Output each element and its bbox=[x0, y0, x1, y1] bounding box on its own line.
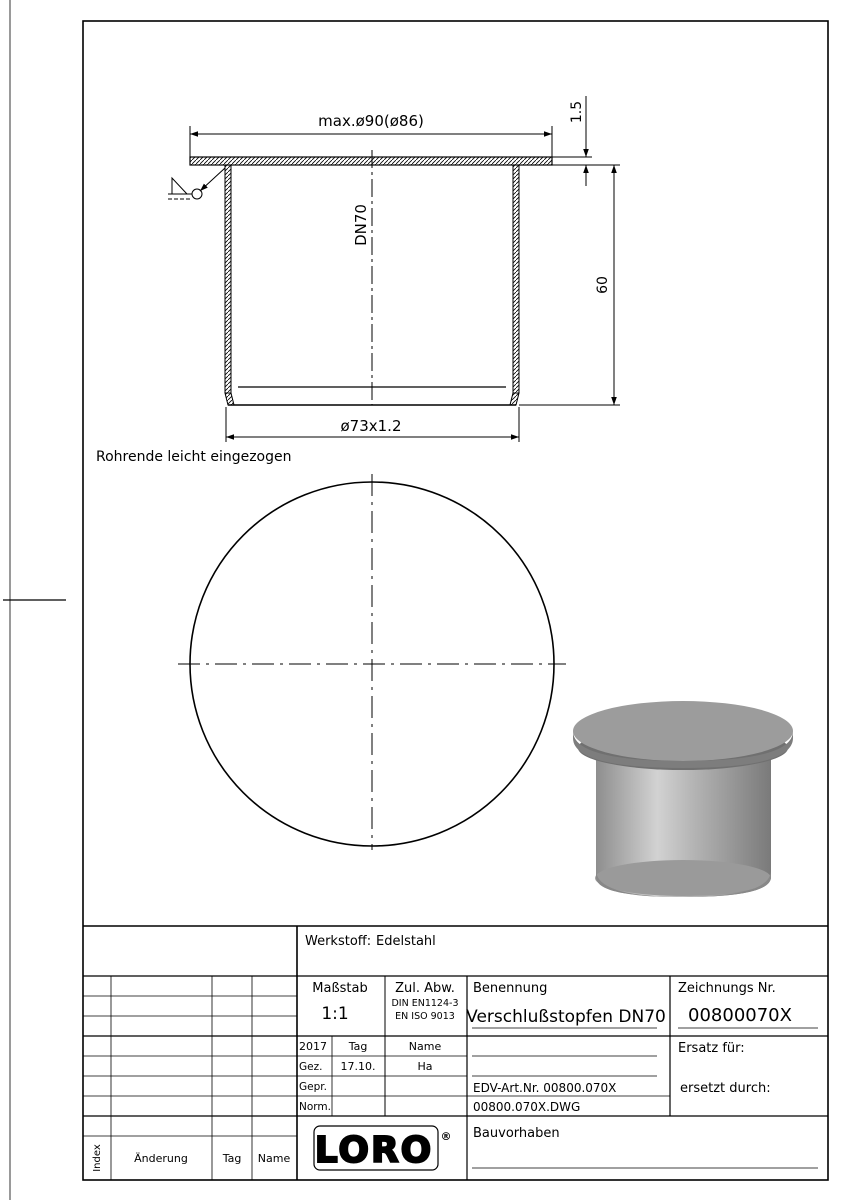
project-label: Bauvorhaben bbox=[473, 1126, 560, 1141]
drawn-date: 17.10. bbox=[340, 1060, 376, 1073]
rev-day: Tag bbox=[222, 1152, 242, 1165]
right-end bbox=[510, 393, 519, 405]
col-day: Tag bbox=[348, 1040, 368, 1053]
tolerance-std2: EN ISO 9013 bbox=[395, 1011, 455, 1022]
checked-label: Gepr. bbox=[299, 1081, 327, 1093]
scale-value: 1:1 bbox=[321, 1004, 349, 1024]
tolerance-std1: DIN EN1124-3 bbox=[391, 998, 459, 1009]
edv-number: EDV-Art.Nr. 00800.070X bbox=[473, 1081, 617, 1095]
svg-text:LORO: LORO bbox=[314, 1130, 434, 1171]
right-wall bbox=[513, 165, 519, 393]
dwg-file: 00800.070X.DWG bbox=[473, 1100, 581, 1114]
dimensions bbox=[190, 96, 620, 442]
weld-symbol bbox=[168, 168, 225, 199]
drawing-no-value: 00800070X bbox=[688, 1005, 792, 1026]
designation-label: Benennung bbox=[473, 981, 548, 996]
left-end bbox=[225, 393, 234, 405]
drawing-no-label: Zeichnungs Nr. bbox=[678, 981, 776, 996]
dim-top-width: max.ø90(ø86) bbox=[318, 112, 424, 130]
rev-name: Name bbox=[257, 1152, 291, 1165]
designation-value: Verschlußstopfen DN70 bbox=[466, 1007, 666, 1027]
dim-bottom-width: ø73x1.2 bbox=[340, 417, 402, 435]
dim-height: 60 bbox=[595, 276, 611, 294]
material-label: Werkstoff: bbox=[305, 934, 372, 949]
left-wall bbox=[225, 165, 231, 393]
section-view bbox=[168, 150, 552, 405]
year: 2017 bbox=[299, 1040, 327, 1053]
dim-flange-thickness: 1.5 bbox=[569, 100, 585, 124]
svg-text:®: ® bbox=[440, 1130, 452, 1143]
rev-index: Index bbox=[92, 1144, 103, 1172]
norm-label: Norm. bbox=[299, 1101, 331, 1113]
drawn-label: Gez. bbox=[299, 1061, 323, 1073]
dim-nominal: DN70 bbox=[352, 204, 370, 246]
material-value: Edelstahl bbox=[376, 934, 436, 949]
flange bbox=[190, 157, 552, 165]
part-rendering bbox=[573, 701, 793, 897]
tolerance-label: Zul. Abw. bbox=[395, 981, 455, 996]
scale-label: Maßstab bbox=[312, 981, 368, 996]
rev-change: Änderung bbox=[134, 1152, 188, 1165]
drawn-name: Ha bbox=[417, 1060, 433, 1073]
note-pipe-end: Rohrende leicht eingezogen bbox=[96, 449, 292, 465]
replaced-by-label: ersetzt durch: bbox=[680, 1081, 771, 1096]
loro-logo bbox=[314, 1126, 452, 1171]
col-name: Name bbox=[408, 1040, 442, 1053]
replacement-label: Ersatz für: bbox=[678, 1041, 745, 1056]
top-view bbox=[178, 474, 566, 850]
